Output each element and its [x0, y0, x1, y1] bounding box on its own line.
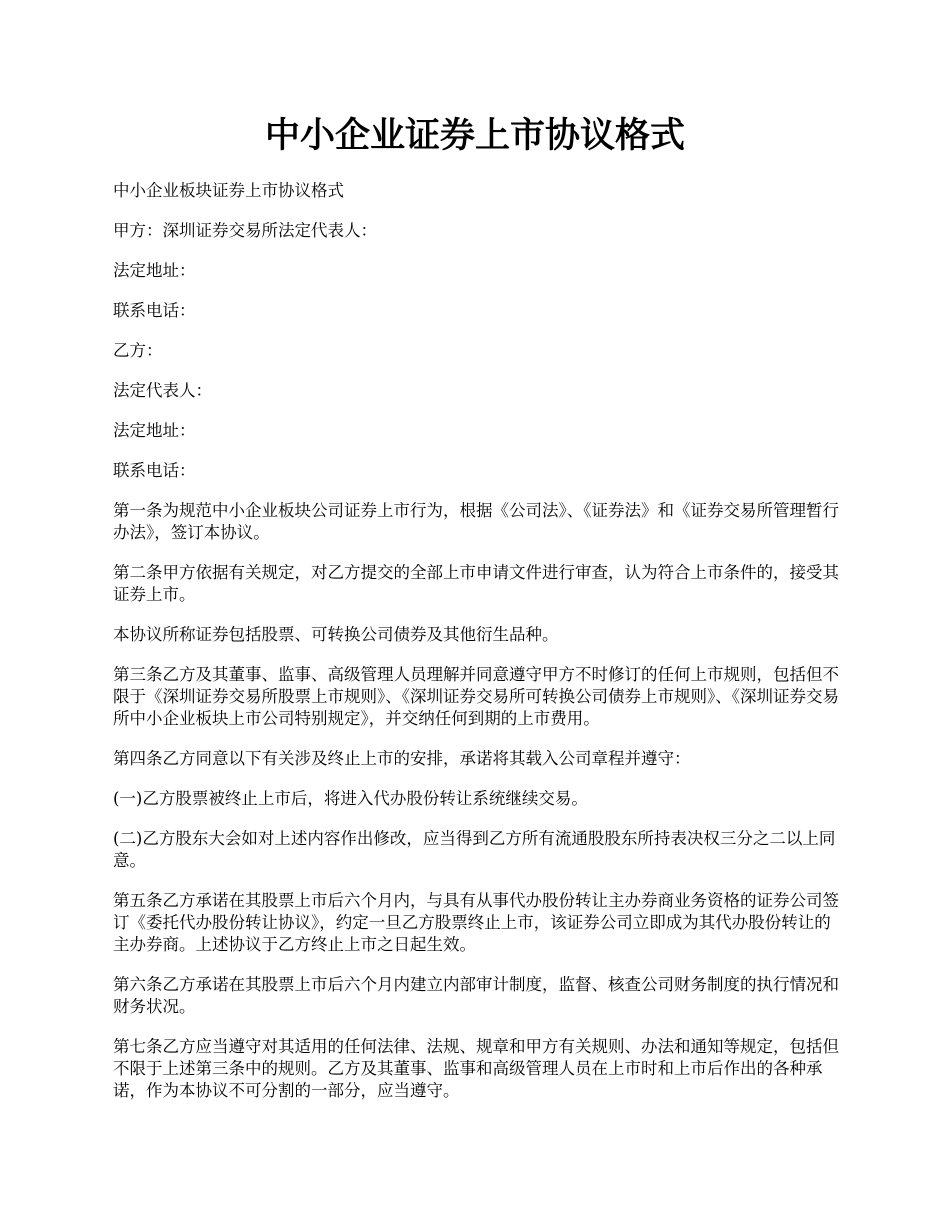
document-body: [113, 180, 843, 1120]
party-a-phone-line: 联系电话：: [113, 301, 196, 320]
article-4-paragraph: 第四条乙方同意以下有关涉及终止上市的安排，承诺将其载入公司章程并遵守：: [113, 749, 691, 768]
article-1-paragraph: 第一条为规范中小企业板块公司证券上市行为，根据《公司法》、《证券法》和《证券交易所管理暂行办法》，签订本协议。: [113, 501, 839, 542]
article-7-paragraph: 第七条乙方应当遵守对其适用的任何法律、法规、规章和甲方有关规则、办法和通知等规定，包括但不限于上述第三条中的规则。乙方及其董事、监事和高级管理人员在上市时和上市后作出的各种承诺，作为本协议不可分割的一部分，应当遵守。: [113, 1037, 839, 1100]
article-4-item-1-paragraph: (一)乙方股票被终止上市后，将进入代办股份转让系统继续交易。: [113, 789, 588, 808]
article-6-paragraph: 第六条乙方承诺在其股票上市后六个月内建立内部审计制度，监督、核查公司财务制度的执行情况和财务状况。: [113, 975, 839, 1016]
article-4-item-2-paragraph: (二)乙方股东大会如对上述内容作出修改，应当得到乙方所有流通股股东所持表决权三分之二以上同意。: [113, 829, 836, 870]
article-3-paragraph: 第三条乙方及其董事、监事、高级管理人员理解并同意遵守甲方不时修订的任何上市规则，包括但不限于《深圳证券交易所股票上市规则》、《深圳证券交易所可转换公司债券上市规则》、《深圳证券交易所中小企业板块上市公司特别规定》，并交纳任何到期的上市费用。: [113, 665, 839, 728]
party-b-representative-line: 法定代表人：: [113, 381, 212, 400]
subtitle-paragraph: 中小企业板块证券上市协议格式: [113, 181, 344, 200]
party-b-address-line: 法定地址：: [113, 421, 196, 440]
party-a-line: 甲方：深圳证券交易所法定代表人：: [113, 221, 377, 240]
document-title: 中小企业证券上市协议格式: [264, 115, 685, 156]
party-b-line: 乙方：: [113, 341, 163, 360]
party-b-phone-line: 联系电话：: [113, 461, 196, 480]
article-2-paragraph: 第二条甲方依据有关规定，对乙方提交的全部上市申请文件进行审查，认为符合上市条件的，接受其证券上市。: [113, 563, 839, 604]
party-a-address-line: 法定地址：: [113, 261, 196, 280]
securities-scope-paragraph: 本协议所称证券包括股票、可转换公司债券及其他衍生品种。: [113, 625, 559, 644]
article-5-paragraph: 第五条乙方承诺在其股票上市后六个月内，与具有从事代办股份转让主办券商业务资格的证券公司签订《委托代办股份转让协议》，约定一旦乙方股票终止上市，该证券公司立即成为其代办股份转让的主办券商。上述协议于乙方终止上市之日起生效。: [113, 891, 839, 954]
